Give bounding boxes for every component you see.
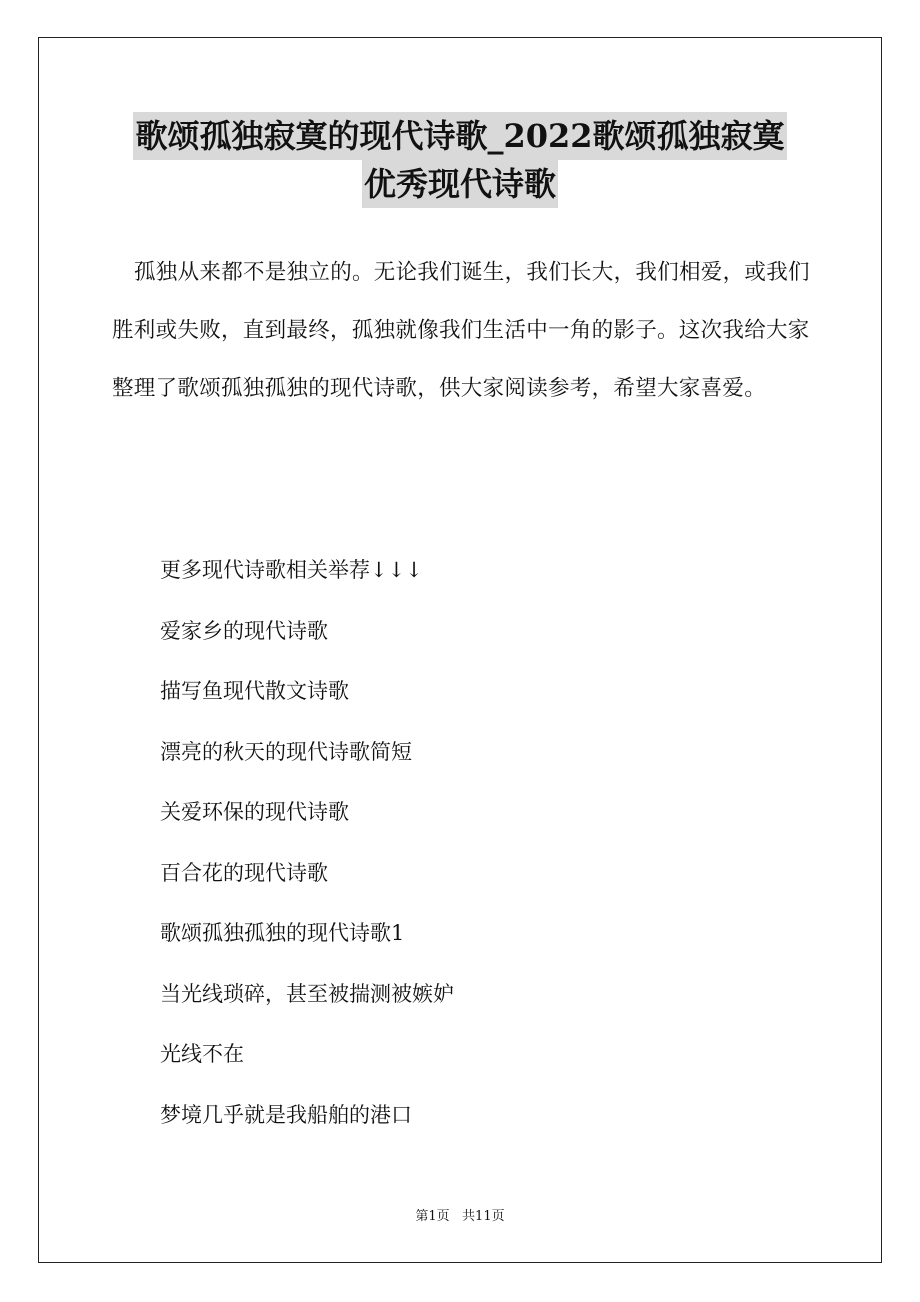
list-item[interactable]: 描写鱼现代散文诗歌: [160, 679, 349, 703]
list-item[interactable]: 爱家乡的现代诗歌: [160, 618, 328, 643]
poem-heading: 歌颂孤独孤独的现代诗歌1: [160, 921, 405, 945]
intro-paragraph: 孤独从来都不是独立的。无论我们诞生，我们长大，我们相爱，或我们胜利或失败，直到最终，孤独就像我们生活中一角的影子。这次我给大家整理了歌颂孤独孤独的现代诗歌，供大家阅读参考，希望大家喜爱。: [112, 260, 810, 401]
list-item[interactable]: 漂亮的秋天的现代诗歌简短: [160, 739, 412, 764]
poem-line: 光线不在: [160, 1042, 244, 1066]
poem-line: 梦境几乎就是我船舶的港口: [160, 1102, 412, 1127]
list-item[interactable]: 关爱环保的现代诗歌: [160, 800, 349, 824]
document-title: [0, 112, 920, 208]
title-line-1: 歌颂孤独寂寞的现代诗歌_2022歌颂孤独寂寞: [133, 112, 786, 160]
content-lines: [160, 540, 454, 1145]
title-line-2: 优秀现代诗歌: [362, 160, 558, 208]
poem-line: 当光线琐碎，甚至被揣测被嫉妒: [160, 981, 454, 1006]
recommend-header: 更多现代诗歌相关举荐↓↓↓: [160, 558, 423, 582]
list-item[interactable]: 百合花的现代诗歌: [160, 860, 328, 885]
page-footer: 第1页 共11页: [415, 1209, 505, 1224]
